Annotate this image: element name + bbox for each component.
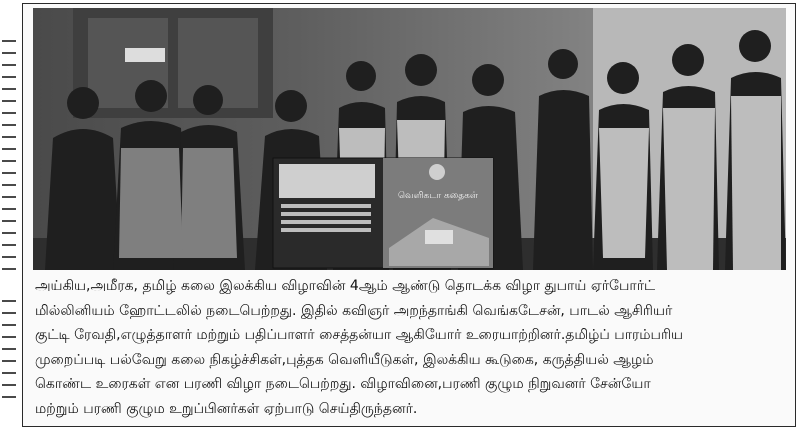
caption-line: அய்கிய,அமீரக, தமிழ் கலை இலக்கிய விழாவின் 4ஆம் ஆண்டு தொடக்க விழா துபாய் ஏர்போர்ட் xyxy=(35,278,656,294)
adjacent-column-fragment xyxy=(0,0,20,434)
photo-caption xyxy=(35,274,787,421)
caption-line: முறைப்படி பல்வேறு கலை நிகழ்ச்சிகள்,புத்தக வெளியீடுகள், இலக்கிய கூடுகை, கருத்தியல் ஆழம் xyxy=(35,351,654,368)
caption-line: மற்றும் பரணி குழும உறுப்பினர்கள் ஏற்பாடு செய்திருந்தனர். xyxy=(35,400,418,417)
event-photo xyxy=(33,8,786,270)
caption-line: மில்லினியம் ஹோட்டலில் நடைபெற்றது. இதில் கவிஞர் அறந்தாங்கி வெங்கடேசன், பாடல் ஆசிரியர் xyxy=(35,302,673,319)
caption-line: குட்டி ரேவதி,எழுத்தாளர் மற்றும் பதிப்பாளர் சைத்தன்யா ஆகியோர் உரையாற்றினர்.தமிழ்ப் பாரம்பரிய xyxy=(35,327,684,343)
news-clipping xyxy=(22,3,796,427)
book-cover xyxy=(273,158,493,268)
book-title-text: வெளிகடா கதைகள் xyxy=(397,191,479,201)
caption-line: கொண்ட உரைகள் என பரணி விழா நடைபெற்றது. விழாவினை,பரணி குழும நிறுவனர் சேன்யோ xyxy=(35,376,651,392)
event-photo-illustration xyxy=(33,8,786,270)
